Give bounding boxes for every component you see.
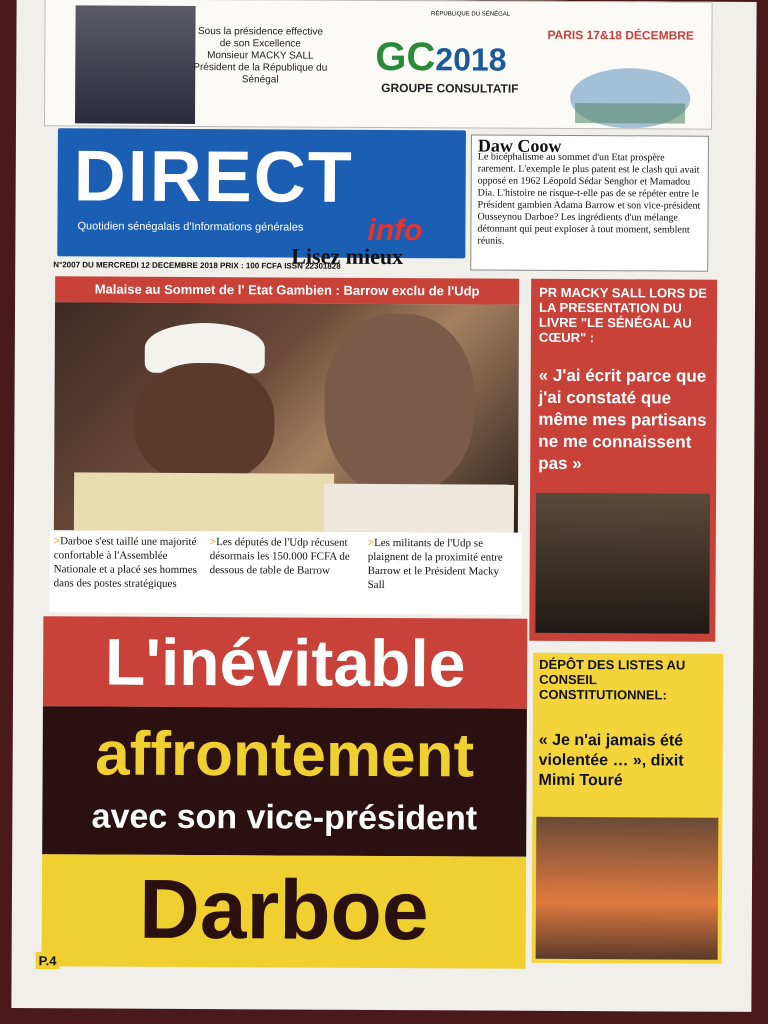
lead-bullets bbox=[49, 530, 521, 614]
group-consultatif-label: GROUPE CONSULTATIF bbox=[381, 80, 519, 96]
headline-line-2: affrontement bbox=[95, 719, 475, 791]
lead-kicker: Malaise au Sommet de l' Etat Gambien : Barrow exclu de l'Udp bbox=[55, 276, 519, 304]
edition-line: N°2007 DU MERCREDI 12 DECEMBRE 2018 PRIX : 100 FCFA ISSN 22301828 bbox=[53, 260, 341, 271]
headline-line-1: L'inévitable bbox=[104, 624, 466, 701]
robe-left bbox=[74, 472, 334, 531]
side-story-2-photo bbox=[536, 817, 719, 960]
bullet-item: >Darboe s'est taillé une majorité confortable à l'Assemblée Nationale et a placé ses hommes dans des postes stratégiques bbox=[53, 535, 197, 590]
masthead bbox=[57, 128, 466, 258]
slogan: Lisez mieux bbox=[291, 243, 404, 270]
republic-label: RÉPUBLIQUE DU SÉNÉGAL bbox=[431, 11, 511, 18]
side-story-2-kicker: DÉPÔT DES LISTES AU CONSEIL CONSTITUTIONNEL: bbox=[538, 656, 686, 703]
paris-date-label: PARIS 17&18 DÉCEMBRE bbox=[547, 27, 694, 43]
editorial-title: Daw Coow bbox=[477, 135, 562, 156]
page-reference: P.4 bbox=[36, 952, 60, 969]
headline-line-4: Darboe bbox=[138, 861, 429, 958]
conference-building-graphic bbox=[535, 48, 705, 129]
headline-block-3 bbox=[42, 854, 527, 969]
side-story-1 bbox=[529, 279, 717, 642]
newspaper-page bbox=[11, 0, 756, 1012]
side-story-1-quote: « J'ai écrit parce que j'ai constaté que même mes partisans ne me connaissent pas » bbox=[538, 365, 707, 474]
headline-block-2 bbox=[42, 706, 527, 857]
side-story-2 bbox=[532, 653, 724, 964]
banner-presidency-text: Sous la présidence effective de son Excellence Monsieur MACKY SALL Président de la République du Sénégal bbox=[193, 26, 328, 86]
lead-photo bbox=[54, 302, 519, 532]
side-story-1-photo bbox=[535, 493, 710, 634]
masthead-subtitle: Quotidien sénégalais d'Informations générales bbox=[77, 220, 304, 234]
editorial-box bbox=[470, 134, 709, 271]
president-photo bbox=[75, 5, 196, 124]
top-banner-ad bbox=[44, 0, 713, 130]
editorial-text: Le bicéphalisme au sommet d'un Etat prospère rarement. L'exemple le plus patent est le clash qui avait opposé en 1962 Léopold Sédar Senghor et Mamadou Dia. L'histoire ne risque-t-elle pas de se répéter entre le Président gambien Adama Barrow et son vice-président Ousseynou Darboe? Les ingrédients d'un mélange détonnant qui peut exploser à tout moment, semblent réunis. bbox=[477, 151, 701, 247]
headline-line-3: avec son vice-président bbox=[91, 797, 478, 838]
gc-logo: GC2018 bbox=[375, 34, 507, 80]
side-story-2-quote: « Je n'ai jamais été violentée … », dixit Mimi Touré bbox=[538, 731, 684, 790]
bullet-item: >Les députés de l'Udp récusent désormais les 150.000 FCFA de dessous de table de Barrow bbox=[209, 536, 350, 577]
masthead-title: DIRECT bbox=[73, 136, 354, 218]
bullet-item: >Les militants de l'Udp se plaignent de la proximité entre Barrow et le Président Macky Sall bbox=[367, 536, 503, 592]
headline-block-1 bbox=[43, 616, 527, 709]
masthead-info-logo: info bbox=[367, 213, 423, 248]
side-story-1-kicker: PR MACKY SALL LORS DE LA PRESENTATION DU LIVRE "LE SÉNÉGAL AU CŒUR" : bbox=[538, 284, 707, 346]
face-right bbox=[324, 314, 475, 495]
face-left bbox=[134, 363, 275, 484]
robe-right bbox=[324, 484, 514, 533]
